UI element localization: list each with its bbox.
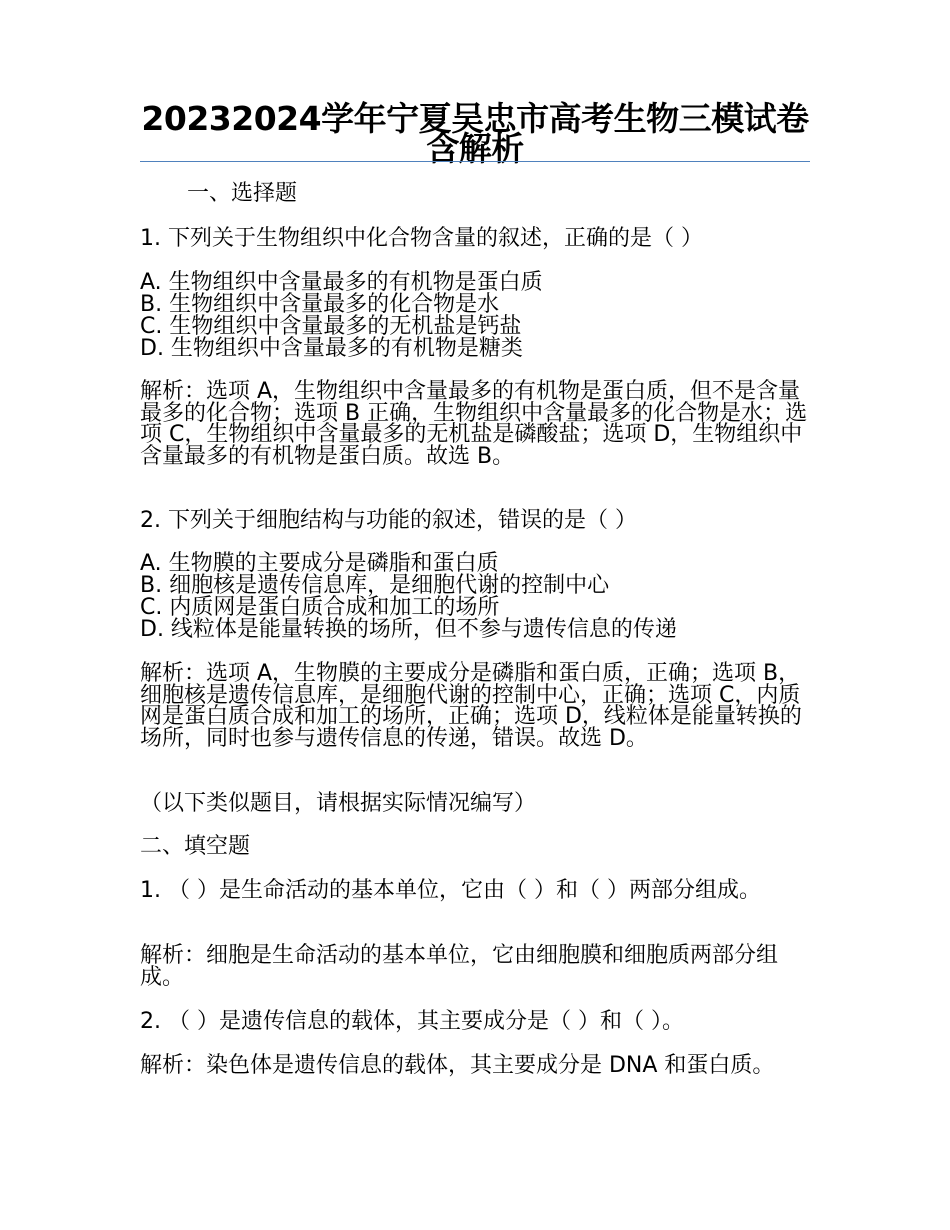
question-2-stem: 2. 下列关于细胞结构与功能的叙述，错误的是（ ） — [140, 508, 637, 533]
section-heading-fill: 二、填空题 — [140, 834, 251, 859]
document-title: 20232024学年宁夏吴忠市高考生物三模试卷含解析 — [141, 99, 809, 168]
placeholder-note: （以下类似题目，请根据实际情况编写） — [140, 791, 537, 816]
section-heading-choice: 一、选择题 — [187, 181, 298, 206]
question-1-option-a: A. 生物组织中含量最多的有机物是蛋白质 — [140, 270, 543, 295]
fill-question-1-stem: 1. （ ）是生命活动的基本单位，它由（ ）和（ ）两部分组成。 — [140, 878, 761, 903]
question-1-option-c: C. 生物组织中含量最多的无机盐是钙盐 — [140, 314, 522, 339]
title-underline — [140, 161, 810, 162]
question-2-analysis: 解析：选项 A，生物膜的主要成分是磷脂和蛋白质，正确；选项 B，细胞核是遗传信息库，是细胞代谢的控制中心，正确；选项 C，内质网是蛋白质合成和加工的场所，正确；选项 D，线粒体是能量转换的场所，同时也参与遗传信息的传递，错误。故选 D。 — [140, 661, 802, 751]
question-2-option-b: B. 细胞核是遗传信息库，是细胞代谢的控制中心 — [140, 573, 610, 598]
question-1-analysis: 解析：选项 A，生物组织中含量最多的有机物是蛋白质，但不是含量最多的化合物；选项 B 正确，生物组织中含量最多的化合物是水；选项 C，生物组织中含量最多的无机盐是磷酸盐；选项 D，生物组织中含量最多的有机物是蛋白质。故选 B。 — [140, 379, 808, 469]
question-2-option-d: D. 线粒体是能量转换的场所，但不参与遗传信息的传递 — [140, 617, 677, 642]
question-2-option-c: C. 内质网是蛋白质合成和加工的场所 — [140, 595, 500, 620]
question-2-option-a: A. 生物膜的主要成分是磷脂和蛋白质 — [140, 551, 499, 576]
question-1-option-b: B. 生物组织中含量最多的化合物是水 — [140, 292, 500, 317]
fill-question-2-analysis: 解析：染色体是遗传信息的载体，其主要成分是 DNA 和蛋白质。 — [140, 1053, 775, 1078]
fill-question-2-stem: 2. （ ）是遗传信息的载体，其主要成分是（ ）和（ ）。 — [140, 1009, 684, 1034]
question-1-option-d: D. 生物组织中含量最多的有机物是糖类 — [140, 336, 523, 361]
question-1-stem: 1. 下列关于生物组织中化合物含量的叙述，正确的是（ ） — [140, 226, 703, 251]
fill-question-1-analysis: 解析：细胞是生命活动的基本单位，它由细胞膜和细胞质两部分组成。 — [140, 943, 779, 990]
